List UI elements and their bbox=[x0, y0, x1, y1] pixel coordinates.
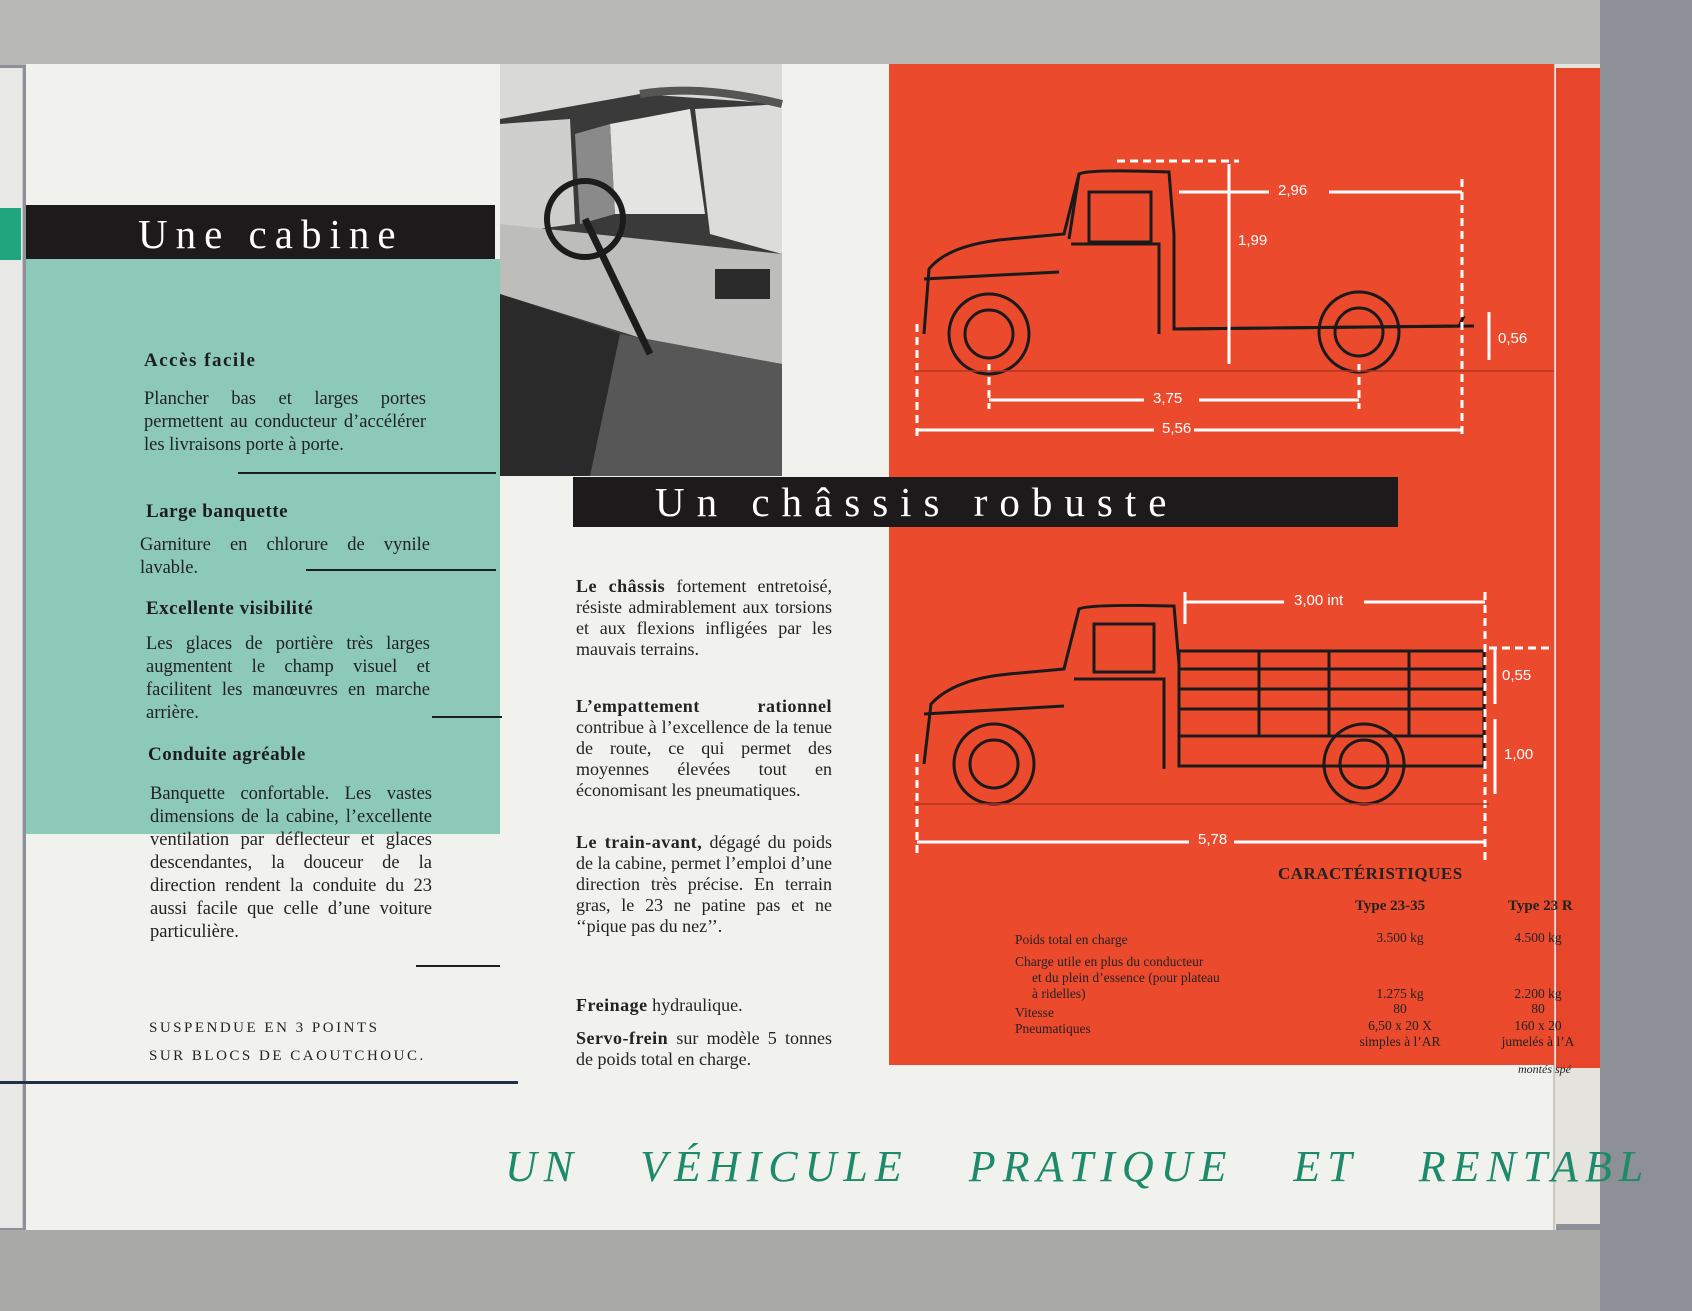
dim-floor-height: 1,00 bbox=[1501, 746, 1536, 763]
chassis-paragraph bbox=[576, 995, 832, 1016]
slogan-word: RENTABL bbox=[1418, 1142, 1651, 1191]
spec-label: Pneumatiques bbox=[1015, 1021, 1091, 1036]
chassis-paragraph bbox=[576, 696, 832, 801]
spec-label-cont: et du plein d’essence (pour plateau bbox=[1032, 970, 1220, 985]
chassis-paragraph-text: dégagé du poids de la cabine, permet l’emploi d’une direction très précise. En terrain gras, le 23 ne patine pas et ne ‘‘pique pas du nez’’. bbox=[576, 832, 832, 936]
cabin-interior-photo bbox=[500, 64, 782, 476]
cabine-title-bar bbox=[26, 205, 495, 259]
slogan-word: PRATIQUE bbox=[968, 1142, 1234, 1191]
caracteristiques-title: CARACTÉRISTIQUES bbox=[1278, 864, 1463, 883]
spec-label: Vitesse bbox=[1015, 1005, 1054, 1020]
spec-value: simples à l’AR bbox=[1359, 1034, 1441, 1049]
chassis-paragraph-bold: Le train-avant, bbox=[576, 832, 703, 852]
chassis-paragraph-text: contribue à l’excellence de la tenue de route, ce qui permet des moyennes élevées tout en économisant les pneumatiques. bbox=[576, 717, 832, 800]
spec-label: Charge utile en plus du conducteur bbox=[1015, 954, 1204, 969]
chassis-paragraph-bold: Le châssis bbox=[576, 576, 666, 596]
chassis-paragraph-text: fortement entretoisé, résiste admirablement aux torsions et aux flexions infligées par les mauvais terrains. bbox=[576, 576, 832, 659]
suspension-line-2: SUR BLOCS DE CAOUTCHOUC. bbox=[149, 1048, 426, 1064]
slogan-word: VÉHICULE bbox=[640, 1142, 909, 1191]
dim-length-total-2: 5,78 bbox=[1195, 831, 1230, 848]
feature-text: Les glaces de portière très larges augmentent le champ visuel et facilitent les manœuvres en marche arrière. bbox=[146, 634, 430, 723]
chassis-title: Un châssis robuste bbox=[655, 479, 1179, 525]
right-red-strip bbox=[1556, 68, 1600, 1068]
background-top bbox=[0, 0, 1600, 65]
chassis-paragraph bbox=[576, 832, 832, 937]
feature-rule bbox=[238, 472, 496, 474]
dim-length-total-1: 5,56 bbox=[1159, 420, 1194, 437]
spec-value: 3.500 kg bbox=[1376, 930, 1424, 945]
type-heading: Type 23-35 bbox=[1355, 898, 1426, 914]
feature-heading: Accès facile bbox=[144, 350, 257, 371]
feature-rule bbox=[416, 965, 500, 967]
truck-chassis-drawing bbox=[924, 171, 1474, 374]
dim-ridelle-height: 0,55 bbox=[1499, 667, 1534, 684]
feature-text: Banquette confortable. Les vastes dimensions de la cabine, l’excellente ventilation par déflecteur et glaces descendantes, la douceur de la direction rendent la conduite du 23 aussi facile que celle d’une voiture particulière. bbox=[150, 784, 432, 942]
spec-footnote: montés spé bbox=[1518, 1062, 1571, 1076]
dim-height: 1,99 bbox=[1235, 232, 1270, 249]
spec-value: 80 bbox=[1531, 1001, 1545, 1016]
truck-platform-drawing bbox=[924, 605, 1484, 804]
slogan-word: UN bbox=[505, 1142, 581, 1191]
spec-value: 80 bbox=[1393, 1001, 1407, 1016]
slogan-word: ET bbox=[1293, 1142, 1359, 1191]
chassis-paragraph-text: hydraulique. bbox=[647, 995, 743, 1015]
bottom-rule bbox=[0, 1081, 518, 1084]
spec-value: 4.500 kg bbox=[1514, 930, 1562, 945]
spec-label-cont: à ridelles) bbox=[1032, 986, 1086, 1001]
spec-value: 2.200 kg bbox=[1514, 986, 1562, 1001]
spec-label: Poids total en charge bbox=[1015, 932, 1128, 947]
feature-rule bbox=[432, 716, 502, 718]
cabine-title: Une cabine bbox=[138, 211, 404, 257]
feature-rule bbox=[306, 569, 496, 571]
chassis-paragraph bbox=[576, 576, 832, 660]
feature-text: Plancher bas et larges portes permettent au conducteur d’accélérer les livraisons porte à porte. bbox=[144, 389, 426, 455]
chassis-title-bar bbox=[573, 477, 1398, 527]
dimensions-red-panel bbox=[889, 64, 1554, 1065]
dim-bed-length: 3,00 int bbox=[1291, 592, 1346, 609]
dim-wheelbase: 3,75 bbox=[1150, 390, 1185, 407]
chassis-paragraph-bold: Servo-frein bbox=[576, 1028, 669, 1048]
feature-heading: Excellente visibilité bbox=[146, 598, 314, 619]
slogan bbox=[505, 1141, 1692, 1192]
suspension-line-1: SUSPENDUE EN 3 POINTS bbox=[149, 1020, 380, 1036]
feature-heading: Conduite agréable bbox=[148, 744, 306, 765]
dim-frame-height: 0,56 bbox=[1495, 330, 1530, 347]
spec-value: 1.275 kg bbox=[1376, 986, 1424, 1001]
background-bottom bbox=[0, 1230, 1600, 1311]
dim-cab-to-end: 2,96 bbox=[1275, 182, 1310, 199]
chassis-paragraph-text: sur modèle 5 tonnes de poids total en charge. bbox=[576, 1028, 832, 1069]
feature-heading: Large banquette bbox=[146, 501, 289, 522]
chassis-paragraph bbox=[576, 1028, 832, 1070]
spec-value: jumelés à l’A bbox=[1501, 1034, 1575, 1049]
spec-value: 6,50 x 20 X bbox=[1368, 1018, 1432, 1033]
chassis-paragraph-bold: Freinage bbox=[576, 995, 648, 1015]
type-heading: Type 23 R bbox=[1508, 898, 1573, 914]
spec-value: 160 x 20 bbox=[1514, 1018, 1562, 1033]
feature-text: Garniture en chlorure de vynile lavable. bbox=[140, 535, 430, 578]
left-green-strip bbox=[0, 208, 21, 260]
chassis-paragraph-bold: L’empattement rationnel bbox=[576, 696, 832, 716]
